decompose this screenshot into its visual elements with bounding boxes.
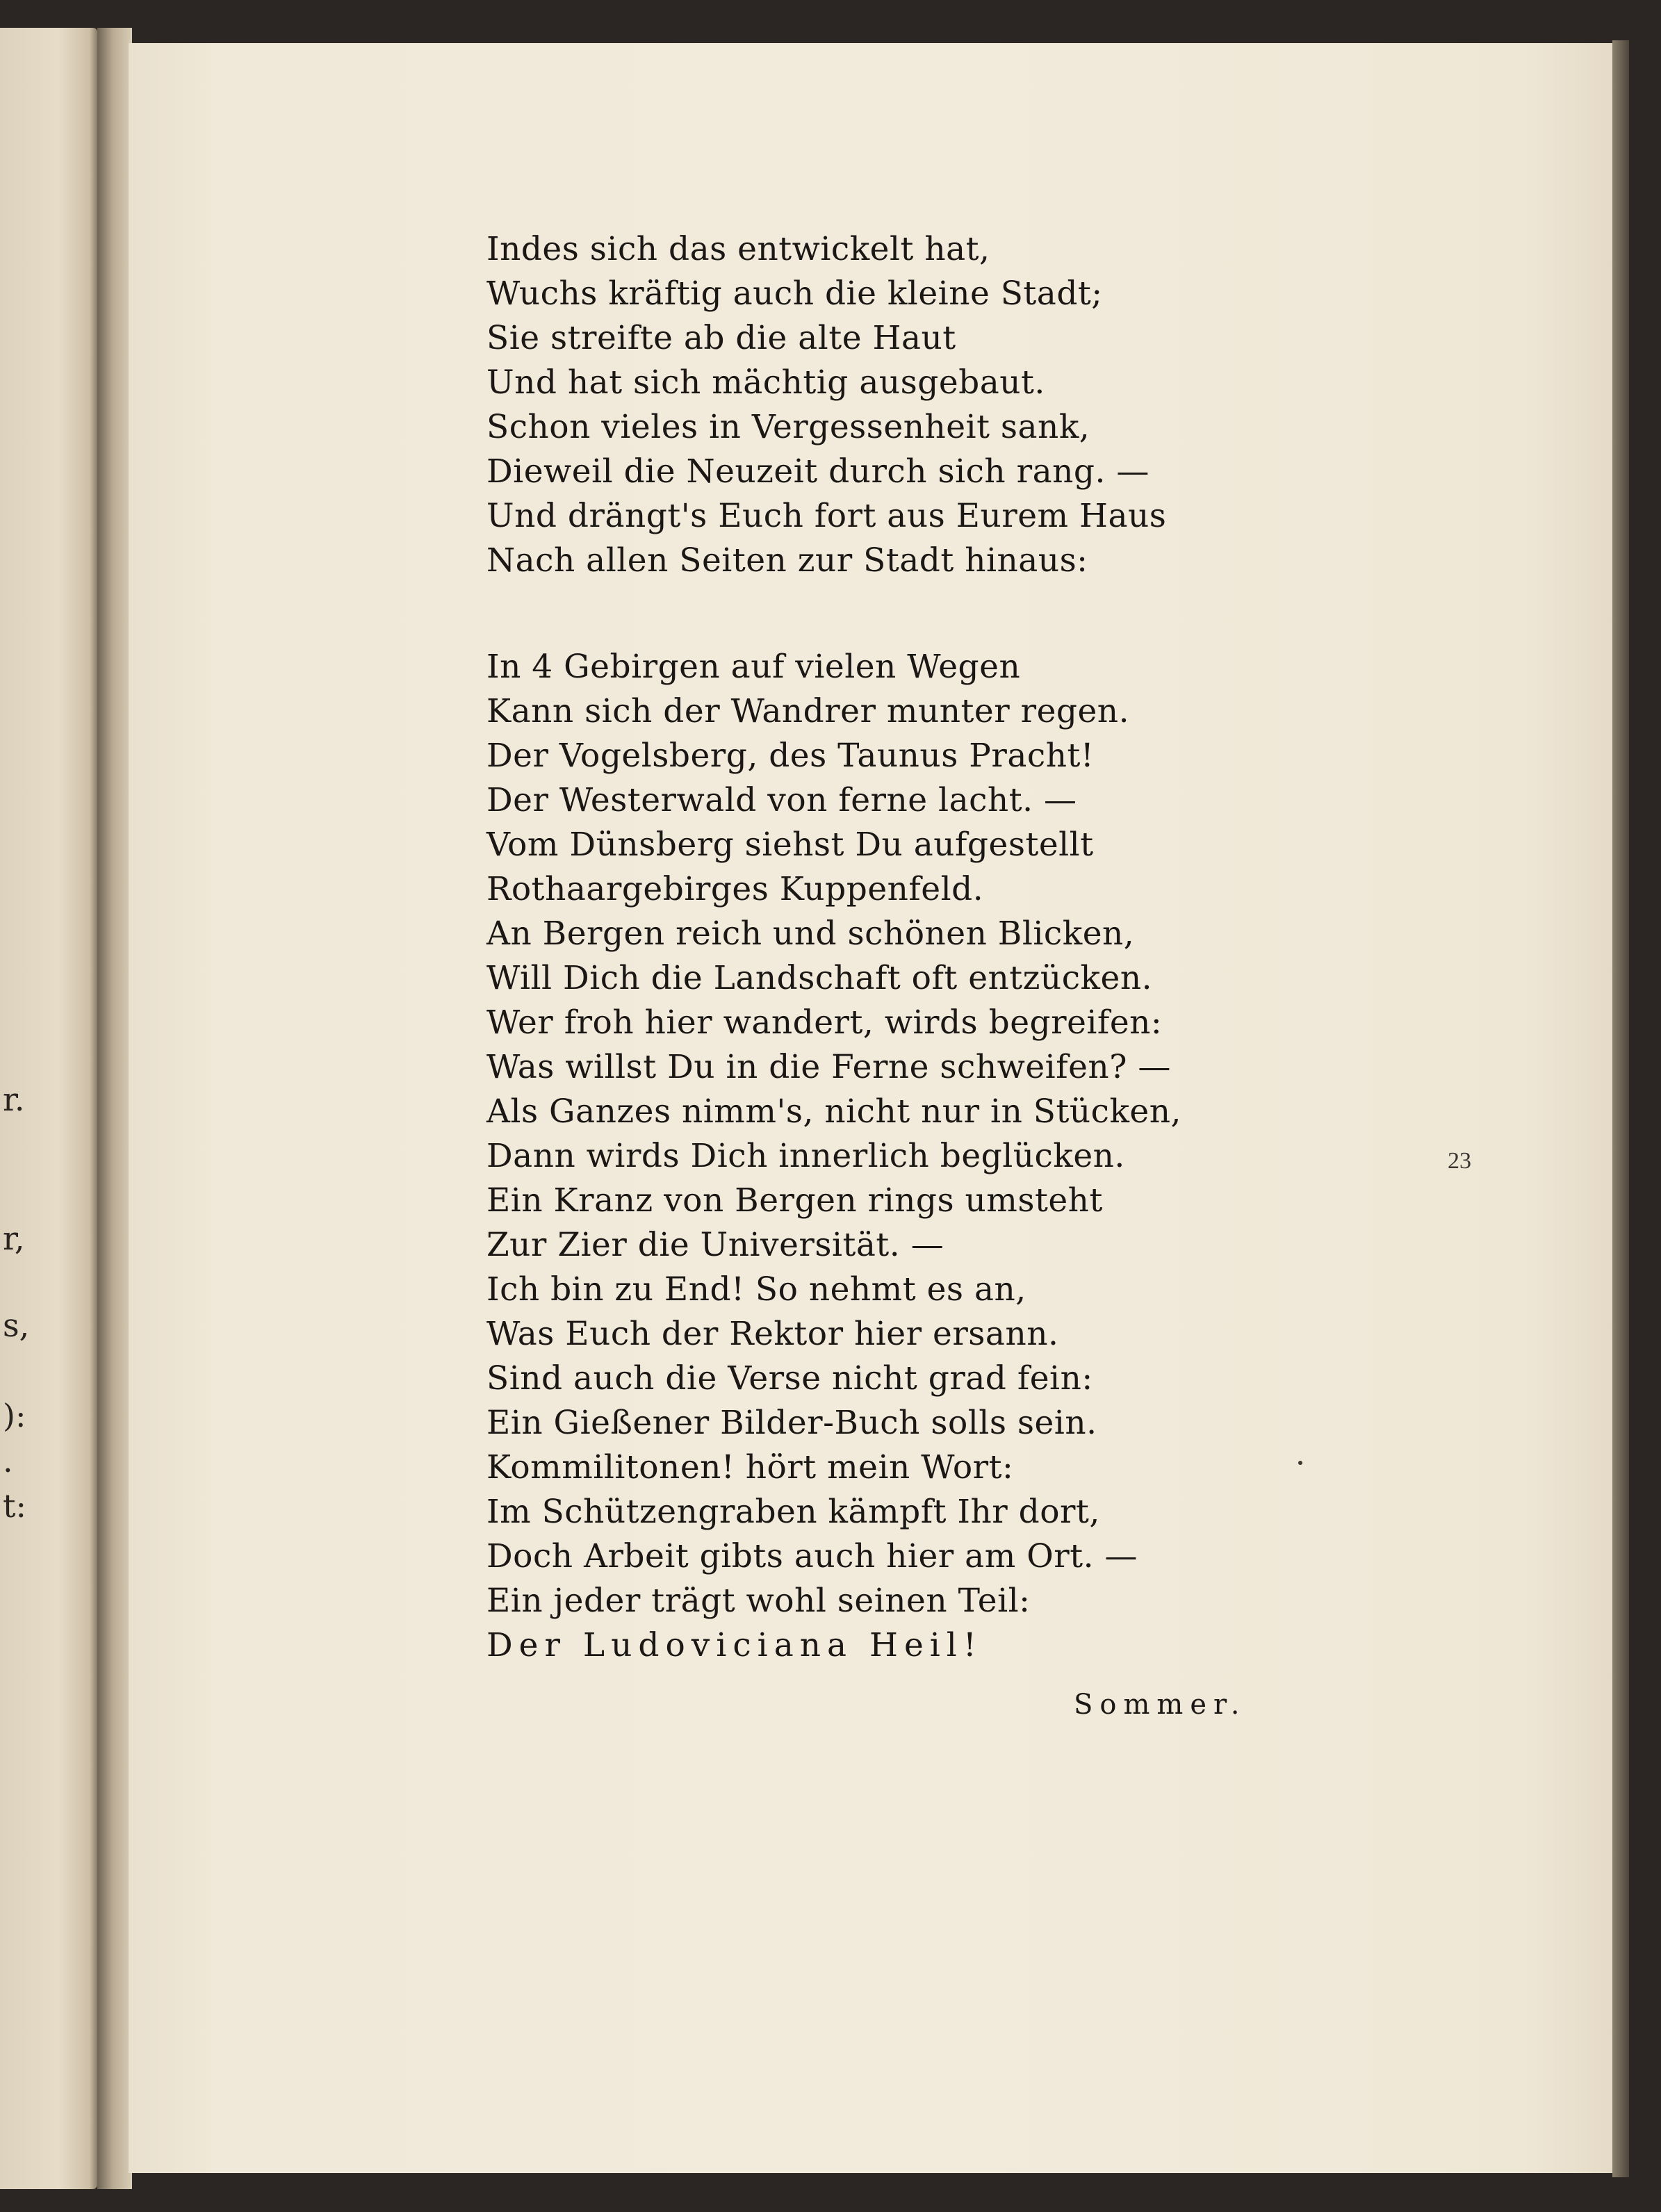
poem-line: Und drängt's Euch fort aus Eurem Haus [486, 497, 1167, 535]
poem-line: Zur Zier die Universität. — [486, 1226, 944, 1264]
fragment: ): [3, 1397, 26, 1434]
fragment: r, [3, 1220, 25, 1257]
poem-line: Doch Arbeit gibts auch hier am Ort. — [486, 1537, 1138, 1575]
poem-line: Kommilitonen! hört mein Wort: [486, 1448, 1014, 1486]
poem-line: An Bergen reich und schönen Blicken, [486, 915, 1135, 953]
poem-line: Ein Kranz von Bergen rings umsteht [486, 1181, 1103, 1220]
fragment: t: [3, 1487, 26, 1525]
poem-line: Als Ganzes nimm's, nicht nur in Stücken, [486, 1092, 1181, 1131]
poem-line-final: Der Ludoviciana Heil! [486, 1626, 983, 1664]
poem-line: Indes sich das entwickelt hat, [486, 230, 990, 268]
poem-line: Wer froh hier wandert, wirds begreifen: [486, 1003, 1163, 1042]
fragment: r. [3, 1081, 25, 1118]
page-number: 23 [1448, 1148, 1471, 1174]
poem-line: Ein jeder trägt wohl seinen Teil: [486, 1582, 1031, 1620]
poem-line: Sind auch die Verse nicht grad fein: [486, 1359, 1093, 1398]
right-page [129, 43, 1612, 2173]
poem-line: Ein Gießener Bilder-Buch solls sein. [486, 1404, 1097, 1442]
fragment: . [3, 1442, 13, 1480]
poem-line: Dann wirds Dich innerlich beglücken. [486, 1137, 1125, 1175]
paper-speck [1298, 1461, 1302, 1465]
poem-line: Und hat sich mächtig ausgebaut. [486, 363, 1045, 402]
poem-line: Nach allen Seiten zur Stadt hinaus: [486, 541, 1088, 580]
poem-line: Kann sich der Wandrer munter regen. [486, 692, 1130, 730]
poem-line: Will Dich die Landschaft oft entzücken. [486, 959, 1153, 997]
poem-line: Der Westerwald von ferne lacht. — [486, 781, 1077, 819]
poem-line: Wuchs kräftig auch die kleine Stadt; [486, 275, 1103, 313]
author-signature: Sommer. [1074, 1689, 1247, 1721]
poem-line: Dieweil die Neuzeit durch sich rang. — [486, 452, 1149, 491]
right-page-edge [1612, 40, 1629, 2177]
poem-line: Schon vieles in Vergessenheit sank, [486, 408, 1090, 446]
poem-line: Was willst Du in die Ferne schweifen? — [486, 1048, 1171, 1086]
poem-line: In 4 Gebirgen auf vielen Wegen [486, 648, 1021, 686]
poem-line: Ich bin zu End! So nehmt es an, [486, 1270, 1026, 1309]
book-gutter [97, 28, 132, 2189]
poem-line: Was Euch der Rektor hier ersann. [486, 1315, 1059, 1353]
poem-line: Sie streifte ab die alte Haut [486, 319, 956, 357]
poem-line: Rothaargebirges Kuppenfeld. [486, 870, 984, 908]
poem-line: Im Schützengraben kämpft Ihr dort, [486, 1493, 1100, 1531]
poem-line: Vom Dünsberg siehst Du aufgestellt [486, 826, 1094, 864]
fragment: s, [3, 1306, 30, 1344]
poem-line: Der Vogelsberg, des Taunus Pracht! [486, 737, 1095, 775]
poem [129, 43, 1612, 2173]
